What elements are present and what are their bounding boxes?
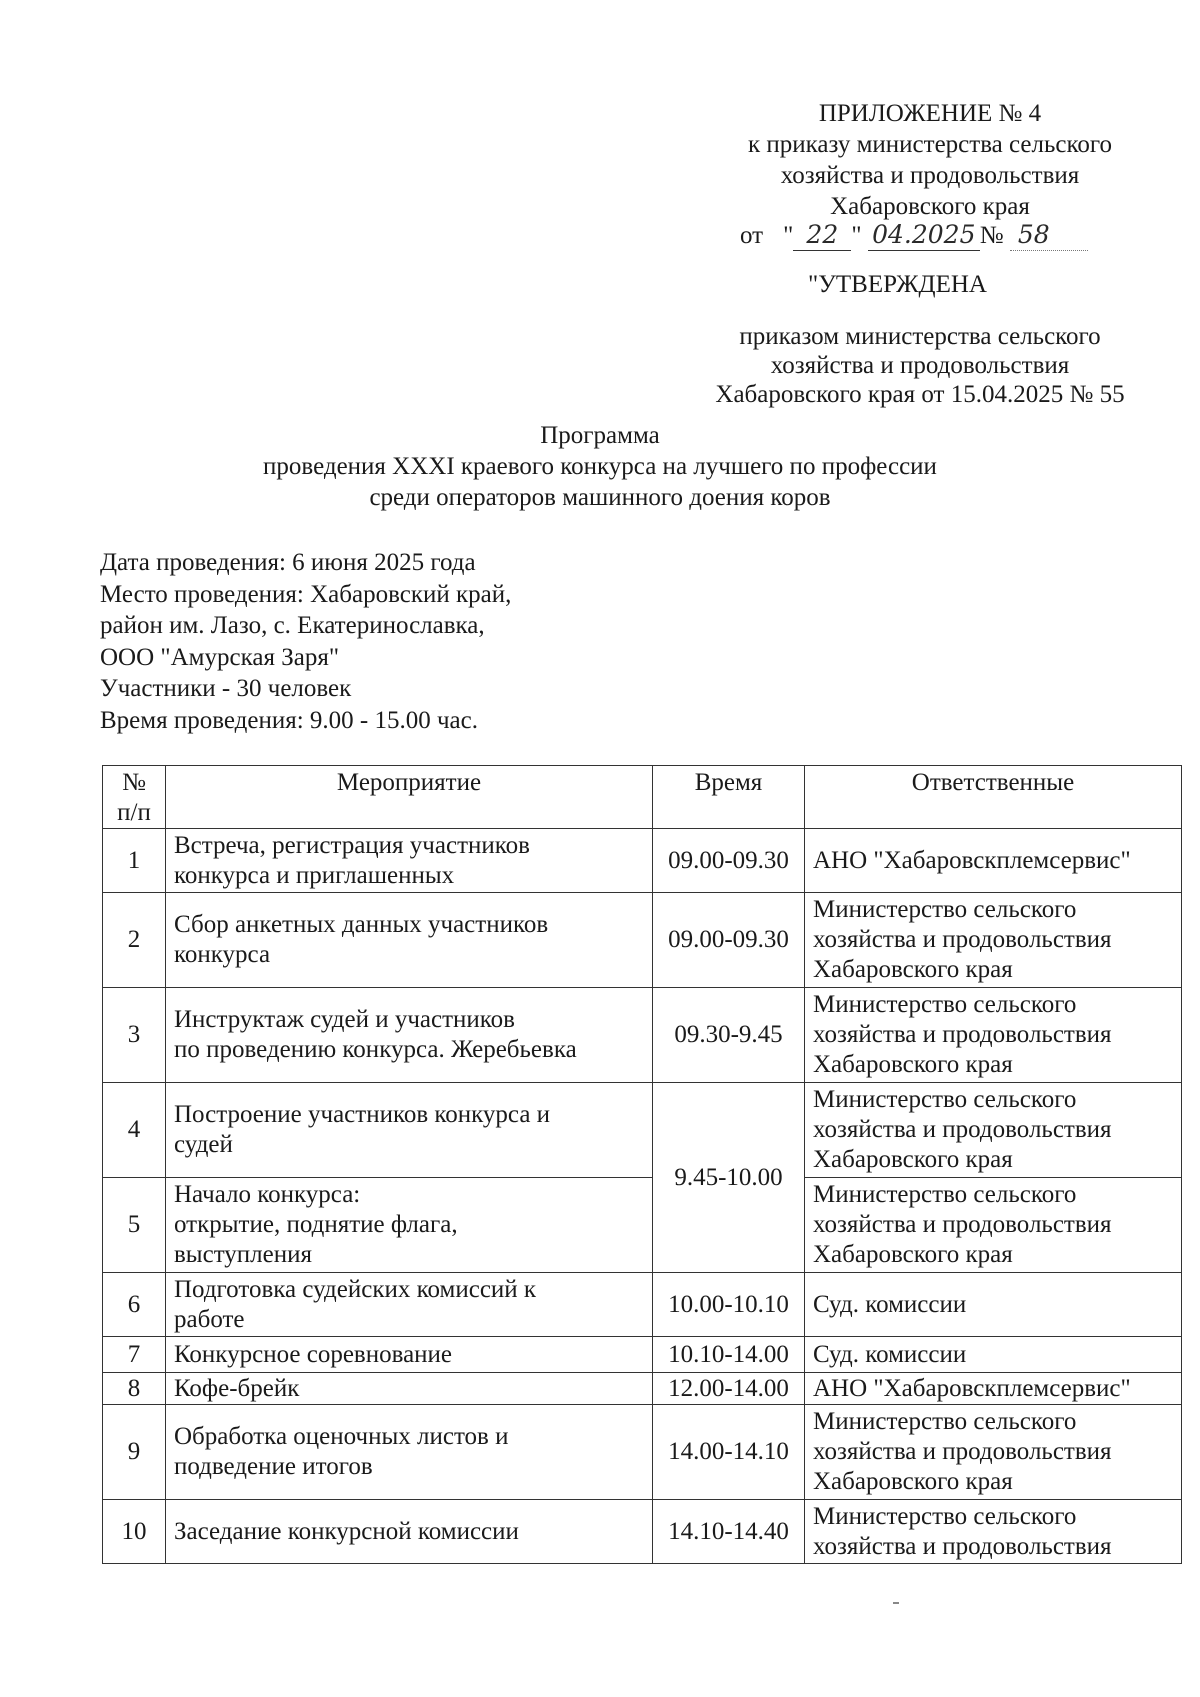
row-num: 7: [103, 1337, 166, 1373]
order-date-line: от " 22 " 04.2025 № 58: [740, 220, 1160, 251]
row-responsible: Министерство сельского хозяйства и продовольствия Хабаровского края: [805, 893, 1182, 988]
approval-block: [660, 322, 1180, 409]
event-location: ООО "Амурская Заря": [100, 643, 340, 671]
row-time: 09.30-9.45: [653, 988, 805, 1083]
table-row: [103, 1178, 1182, 1273]
table-header-row: [103, 766, 1182, 829]
table-row: [103, 1500, 1182, 1564]
row-num: 3: [103, 988, 166, 1083]
row-num: 5: [103, 1178, 166, 1273]
event-time: Время проведения: 9.00 - 15.00 час.: [100, 706, 479, 734]
row-time: 14.10-14.40: [653, 1500, 805, 1564]
table-row: [103, 1373, 1182, 1405]
row-event: Сбор анкетных данных участников конкурса: [166, 893, 653, 988]
row-time: 09.00-09.30: [653, 893, 805, 988]
row-event: Встреча, регистрация участников конкурса и приглашенных: [166, 829, 653, 893]
event-location: Место проведения: Хабаровский край,: [100, 580, 512, 608]
approval-line: приказом министерства сельского: [739, 323, 1101, 350]
program-title-line: среди операторов машинного доения коров: [369, 484, 831, 511]
appendix-line: хозяйства и продовольствия: [780, 162, 1080, 189]
program-title: [200, 420, 1000, 513]
row-event: Построение участников конкурса и судей: [166, 1083, 653, 1178]
row-time: 10.00-10.10: [653, 1273, 805, 1337]
row-responsible: АНО "Хабаровскплемсервис": [805, 829, 1182, 893]
table-row: [103, 1337, 1182, 1373]
row-num: 8: [103, 1373, 166, 1405]
row-time: 14.00-14.10: [653, 1405, 805, 1500]
row-responsible: Министерство сельского хозяйства и продовольствия Хабаровского края: [805, 1405, 1182, 1500]
approval-line: хозяйства и продовольствия: [770, 352, 1070, 379]
row-num: 2: [103, 893, 166, 988]
row-event: Подготовка судейских комиссий к работе: [166, 1273, 653, 1337]
header-num: № п/п: [103, 766, 166, 829]
row-time-merged: 9.45-10.00: [653, 1083, 805, 1273]
scan-speck: [893, 1602, 899, 1604]
approval-line: Хабаровского края от 15.04.2025 № 55: [715, 381, 1125, 408]
row-num: 1: [103, 829, 166, 893]
row-responsible: Суд. комиссии: [805, 1273, 1182, 1337]
row-responsible: Министерство сельского хозяйства и продовольствия: [805, 1500, 1182, 1564]
appendix-title: ПРИЛОЖЕНИЕ № 4: [818, 100, 1042, 127]
row-responsible: АНО "Хабаровскплемсервис": [805, 1373, 1182, 1405]
program-title-line: проведения XXXI краевого конкурса на лучшего по профессии: [263, 453, 937, 480]
row-event: Начало конкурса: открытие, поднятие флага, выступления: [166, 1178, 653, 1273]
table-row: [103, 1273, 1182, 1337]
order-day-handwritten: 22: [793, 220, 851, 251]
row-event: Инструктаж судей и участников по проведению конкурса. Жеребьевка: [166, 988, 653, 1083]
table-row: [103, 893, 1182, 988]
row-time: 09.00-09.30: [653, 829, 805, 893]
event-details: [100, 547, 800, 736]
row-responsible: Суд. комиссии: [805, 1337, 1182, 1373]
header-time: Время: [653, 766, 805, 829]
event-participants: Участники - 30 человек: [100, 675, 352, 702]
row-num: 10: [103, 1500, 166, 1564]
appendix-line: к приказу министерства сельского: [747, 131, 1112, 158]
table-row: [103, 1083, 1182, 1178]
row-responsible: Министерство сельского хозяйства и продовольствия Хабаровского края: [805, 1178, 1182, 1273]
header-event: Мероприятие: [166, 766, 653, 829]
row-num: 6: [103, 1273, 166, 1337]
row-responsible: Министерство сельского хозяйства и продовольствия Хабаровского края: [805, 1083, 1182, 1178]
row-event: Заседание конкурсной комиссии: [166, 1500, 653, 1564]
header-responsible: Ответственные: [805, 766, 1182, 829]
table-row: [103, 829, 1182, 893]
schedule-table: [102, 765, 1182, 1564]
row-event: Конкурсное соревнование: [166, 1337, 653, 1373]
appendix-line: Хабаровского края: [830, 193, 1030, 220]
program-title-line: Программа: [540, 422, 660, 449]
row-num: 9: [103, 1405, 166, 1500]
appendix-block: [690, 98, 1170, 222]
order-number-handwritten: 58: [1010, 220, 1088, 251]
row-event: Кофе-брейк: [166, 1373, 653, 1405]
table-row: [103, 1405, 1182, 1500]
order-month-year-handwritten: 04.2025: [868, 220, 980, 251]
row-event: Обработка оценочных листов и подведение итогов: [166, 1405, 653, 1500]
event-date: Дата проведения: 6 июня 2025 года: [100, 549, 476, 576]
row-time: 12.00-14.00: [653, 1373, 805, 1405]
table-row: [103, 988, 1182, 1083]
row-responsible: Министерство сельского хозяйства и продовольствия Хабаровского края: [805, 988, 1182, 1083]
order-number-label: №: [979, 222, 1004, 249]
event-location: район им. Лазо, с. Екатеринославка,: [100, 612, 485, 639]
order-prefix: от: [740, 222, 764, 249]
row-time: 10.10-14.00: [653, 1337, 805, 1373]
approved-title: "УТВЕРЖДЕНА: [808, 271, 987, 298]
row-num: 4: [103, 1083, 166, 1178]
